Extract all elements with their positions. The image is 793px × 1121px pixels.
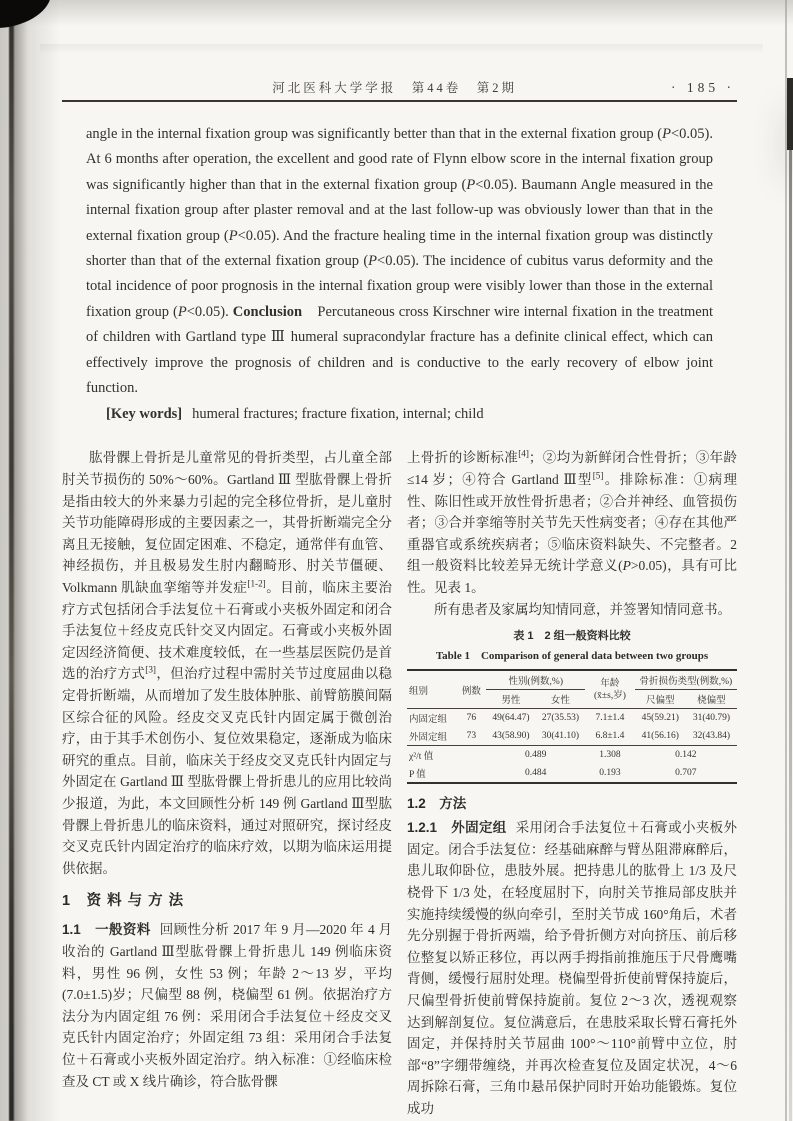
journal-name: 河北医科大学学报 第44卷 第2期 (272, 81, 517, 95)
cell-male: 49(64.47) (492, 713, 530, 724)
intro-paragraph: 肱骨髁上骨折是儿童常见的骨折类型，占儿童全部肘关节损伤的 50%～60%。Gartland Ⅲ 型肱骨髁上骨折是指由较大的外来暴力引起的完全移位骨折，是儿童肘关节功能障碍形成的主要因素之一，其骨折断端完全分离且无接触，复位固定困难、不稳定，通常伴有血管、神经损伤，并且极易发生肘内翻畸形、肘关节僵硬、Volkmann 肌缺血挛缩等并发症[1-2]。目前，临床主要治疗方式包括闭合手法复位＋石膏或小夹板外固定和闭合手法复位＋经皮克氏针交叉内固定。石膏或小夹板外固定因经济简便、技术难度较低，在一些基层医院仍是首选的治疗方式[3]，但治疗过程中需肘关节过度屈曲以稳定骨折断端，从而增加了发生肢体肿胀、前臂筋膜间隔区综合征的风险。经皮交叉克氏针内固定属于微创治疗，由于其手术创伤小、复位效果稳定，逐渐成为临床研究的重点。目前，临床关于经皮交叉克氏针内固定与外固定在 Gartland Ⅲ 型肱骨髁上骨折患儿的应用比较尚少报道，为此，本文回顾性分析 149 例 Gartland Ⅲ型肱骨髁上骨折患儿的临床资料，通过对照研究，探讨经皮交叉克氏针内固定治疗的临床疗效，以期为临床运用提供依据。 (62, 450, 393, 876)
table-title-en: Table 1 Comparison of general data between two groups (435, 650, 709, 663)
cell-female: 30(41.10) (541, 731, 580, 742)
table-row-chi-square (407, 746, 737, 765)
section-1-1-label: 1.1 一般资料 (62, 922, 151, 938)
section-1-1-text: 回顾性分析 2017 年 9 月—2020 年 4 月收治的 Gartland Ⅲ型肱骨髁上骨折患儿 149 例临床资料，男性 96 例，女性 53 例；年龄 2～13 岁，平均(7.0±1.5)岁；尺偏型 88 例，桡偏型 61 例。依据治疗方法分为内固定组 76 例：采用闭合手法复位＋经皮交叉克氏针内固定治疗；外固定组 73 组：采用闭合手法复位＋石膏或小夹板外固定治疗。纳入标准：①经临床检查及 CT 或 X 线片确诊，符合肱骨髁 (62, 922, 392, 1089)
scan-edge-tail (789, 150, 792, 1121)
cell-stat-sex: 0.484 (525, 768, 547, 779)
comparison-table (407, 669, 737, 784)
cell-stat-type: 0.142 (635, 746, 737, 765)
scan-edge-artifact (787, 78, 793, 150)
table-row-external-group (407, 727, 737, 746)
section-1-2-1-paragraph (407, 817, 737, 1119)
keywords-line (86, 406, 713, 423)
cell-empty (457, 746, 487, 765)
header-ulnar: 尺偏型 (635, 690, 686, 709)
table-1-block (407, 627, 737, 784)
page-content (62, 0, 737, 1120)
section-1-1-paragraph (62, 919, 392, 1092)
right-column (407, 447, 737, 1119)
consent-paragraph: 所有患者及家属均知情同意，并签署知情同意书。 (434, 601, 731, 617)
cell-stat-age: 1.308 (585, 746, 635, 765)
cell-group: 外固定组 (409, 733, 448, 744)
cell-empty (457, 764, 487, 783)
body-columns (62, 447, 737, 1119)
header-group: 组别 (407, 670, 457, 709)
keywords-label: [Key words] (106, 406, 183, 423)
header-male: 男性 (486, 690, 536, 709)
section-1-2-1-text: 采用闭合手法复位＋石膏或小夹板外固定。闭合手法复位：经基础麻醉与臂丛阻滞麻醉后，患儿取仰卧位，患肢外展。把持患儿的肱骨上 1/3 及尺桡骨下 1/3 处，在轻度屈肘下，向肘关节推局部皮肤并实施持续缓慢的纵向牵引，至肘关节成 160°角后，术者先分别握于骨折两端，给予骨折侧方对向挤压、前后移位整复以矫正移位，再以两手拇指前推施压于尺骨鹰嘴背侧，缓慢行屈肘处理。桡偏型骨折使前臂保持旋后，尺偏型骨折使前臂保持旋前。复位 2～3 次，透视观察达到解剖复位。复位满意后，在患肢采取长臂石膏托外固定，并保持肘关节屈曲 100°～110°前臂中立位，肘部“8”字绷带缠绕，并再次检查复位及固定状况，4～6 周拆除石膏，三角巾悬吊保护同时开始功能锻炼。复位成功 (407, 820, 738, 1116)
cell-radial: 32(43.84) (692, 731, 731, 742)
section-1-2-1-label: 1.2.1 外固定组 (407, 820, 507, 836)
header-cases: 例数 (457, 670, 487, 709)
cell-stat-type: 0.707 (675, 768, 697, 779)
cell-stat-sex: 0.489 (486, 746, 585, 765)
cell-radial: 31(40.79) (692, 713, 731, 724)
abstract-continuation: angle in the internal fixation group was significantly better than that in the external fixation group (P<0.05). At 6 months after operation, the excellent and good rate of Flynn elbow score in the internal fixation group was significantly higher than that in the external fixation group (P<0.05). Baumann Angle measured in the internal fixation group after plaster removal and at the last follow-up was obviously lower than that in the external fixation group (P<0.05). And the fracture healing time in the internal fixation group was distinctly shorter than that of the external fixation group (P<0.05). The incidence of cubitus varus deformity and the total incidence of poor prognosis in the internal fixation group were visibly lower than those in the external fixation group (P<0.05). Conclusion Percutaneous cross Kirschner wire internal fixation in the treatment of children with Gartland type Ⅲ humeral supracondylar fracture has a definite clinical effect, which can effectively improve the prognosis of children and is conductive to the early recovery of elbow joint function. (86, 126, 713, 397)
page-right-edge (785, 0, 787, 1121)
cell-ulnar: 41(56.16) (641, 731, 679, 742)
cell-stat-age: 0.193 (599, 768, 621, 779)
cell-stat-label: χ²/t 值 (407, 746, 457, 765)
table-row-internal-group (407, 709, 737, 728)
header-sex: 性别(例数,%) (486, 670, 585, 690)
cell-n: 76 (466, 713, 477, 724)
cell-ulnar: 45(59.21) (641, 713, 679, 724)
header-female: 女性 (536, 690, 586, 709)
cell-age: 7.1±1.4 (595, 713, 625, 724)
cell-female: 27(35.53) (541, 713, 580, 724)
header-age-line2: (x̄±s,岁) (594, 690, 626, 701)
table-row-p-value (407, 764, 737, 783)
cell-age: 6.8±1.4 (595, 731, 625, 742)
header-age-line1: 年龄 (600, 678, 620, 689)
cell-stat-label: P 值 (409, 770, 426, 781)
header-radial: 桡偏型 (686, 690, 737, 709)
header-fracture-type: 骨折损伤类型(例数,%) (635, 670, 737, 690)
section-1-2-heading: 1.2 方法 (407, 796, 467, 812)
header-age (585, 670, 635, 709)
cell-group: 内固定组 (409, 715, 448, 726)
keywords-text: humeral fractures; fracture fixation, internal; child (192, 406, 484, 423)
page-number: · 185 · (671, 80, 735, 95)
table-title-cn: 表 1 2 组一般资料比较 (513, 630, 631, 643)
book-binding-shadow (14, 0, 28, 1121)
cell-male: 43(58.90) (492, 731, 530, 742)
section-1-heading: 1 资 料 与 方 法 (62, 893, 185, 910)
left-column (62, 447, 392, 1119)
cell-n: 73 (466, 731, 477, 742)
running-header (62, 78, 737, 102)
continuation-paragraph: 上骨折的诊断标准[4]；②均为新鲜闭合性骨折；③年龄≤14 岁；④符合 Gartland Ⅲ型[5]。排除标准：①病理性、陈旧性或开放性骨折患者；②合并神经、血管损伤者；③合并挛缩等肘关节先天性病变者；④存在其他严重器官或系统疾病者；⑤临床资料缺失、不完整者。2 组一般资料比较差异无统计学意义(P>0.05)，具有可比性。见表 1。 (407, 448, 738, 596)
table-header-row-1 (407, 670, 737, 690)
